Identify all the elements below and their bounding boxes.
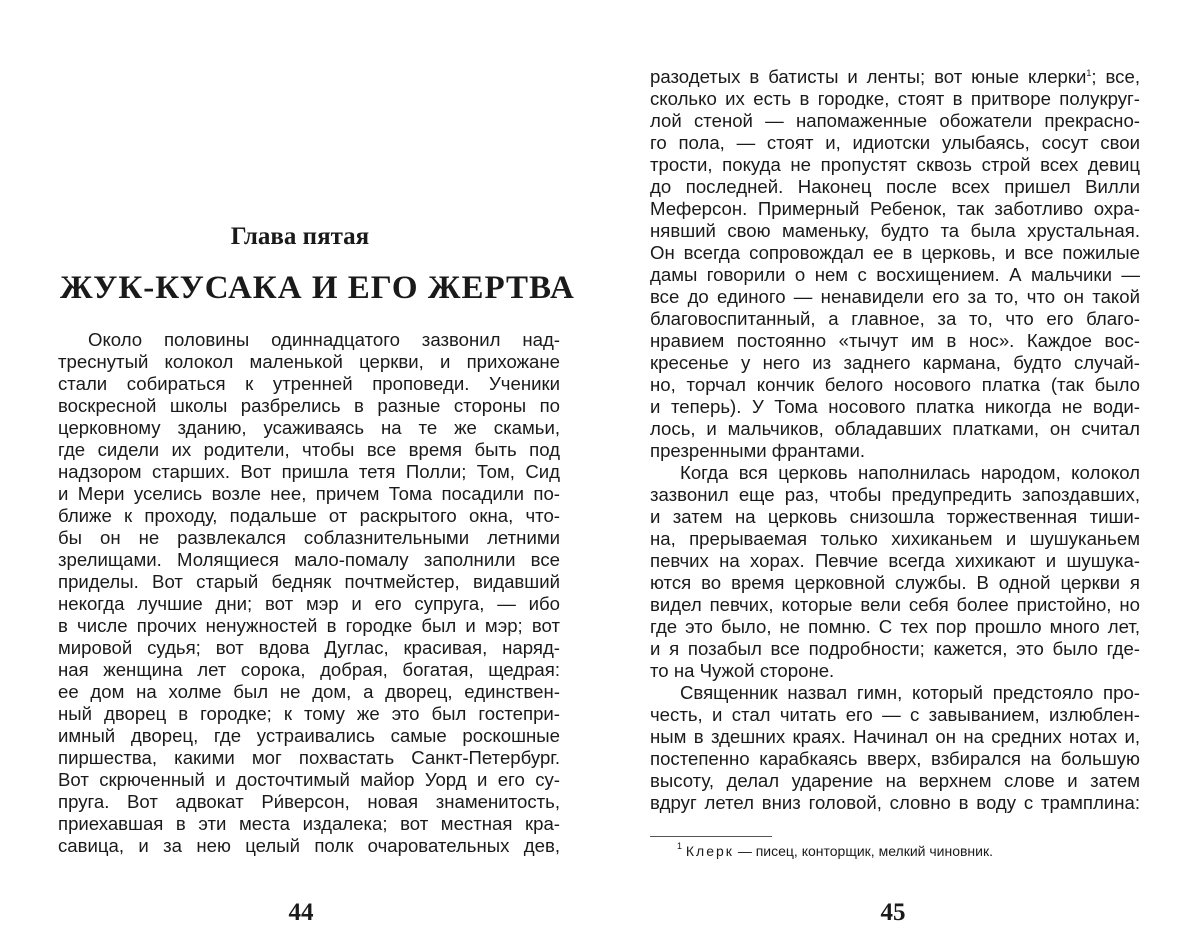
text-line: лой стеной — напомаженные обожатели прекрасно-: [650, 110, 1140, 131]
text-line: церковному зданию, усаживаясь на те же скамьи,: [58, 417, 560, 438]
text-line: трости, покуда не пропустят сквозь строй всех девиц: [650, 154, 1140, 175]
text-line: презренными франтами.: [650, 440, 866, 461]
text-line: видел певчих, которые вели себя более пристойно, но: [650, 594, 1140, 615]
text-line: певчих на хорах. Певчие всегда хихикают и шушука-: [650, 550, 1140, 571]
text-line: нявший свою маменьку, будто та была хрустальная.: [650, 220, 1140, 241]
footnote-ref[interactable]: 1: [1086, 68, 1092, 78]
text-fragment: ; все,: [1091, 66, 1140, 87]
text-line: стали собираться к утренней проповеди. Ученики: [58, 373, 560, 394]
text-line: Священник назвал гимн, который предстояло про-: [680, 682, 1140, 703]
text-line: имный дворец, где устраивались самые роскошные: [58, 725, 560, 746]
text-line: и Мери уселись возле нее, причем Тома посадили по-: [58, 483, 560, 504]
body-text: [650, 66, 1140, 814]
text-line: лось, и мальчиков, обладавших платками, он считал: [650, 418, 1140, 439]
text-line: и теперь). У Тома носового платка никогда не води-: [650, 396, 1140, 417]
text-line: нравием постоянно «тычут им в нос». Каждое вос-: [650, 330, 1140, 351]
text-fragment: разодетых в батисты и ленты; вот юные клерки: [650, 66, 1087, 87]
text-line: ная женщина лет сорока, добрая, богатая, щедрая:: [58, 659, 560, 680]
text-line: го пола, — стоят и, идиотски улыбаясь, сосут свои: [650, 132, 1140, 153]
text-line: Меферсон. Примерный Ребенок, так заботливо охра-: [650, 198, 1140, 219]
right-page: [600, 0, 1200, 951]
text-line: мировой судья; вот вдова Дуглас, красивая, наряд-: [58, 637, 560, 658]
text-line: постепенно карабкаясь вверх, взбирался на большую: [650, 748, 1140, 769]
text-line: и затем на церковь снизошла торжественная тиши-: [650, 506, 1140, 527]
text-line: ным в здешних краях. Начинал он на средних нотах и,: [650, 726, 1140, 747]
text-line: кресенье у него из заднего кармана, будто случай-: [650, 352, 1140, 373]
text-line: на, прерываемая только хихиканьем и шушуканьем: [650, 528, 1140, 549]
text-line: ются во время церковной службы. В одной церкви я: [650, 572, 1140, 593]
text-line: Он всегда сопровождал ее в церковь, и все пожилые: [650, 242, 1140, 263]
text-line: приехавшая в эти места издалека; вот местная кра-: [58, 813, 560, 834]
chapter-title: ЖУК-КУСАКА И ЕГО ЖЕРТВА: [60, 270, 575, 306]
text-line: в числе прочих ненужностей в городке был и мэр; вот: [58, 615, 560, 636]
text-line: все до единого — ненавидели его за то, что он такой: [650, 286, 1140, 307]
text-line: благовоспитанный, а главное, за то, что его благо-: [650, 308, 1140, 329]
text-line: где это было, не помню. С тех пор прошло много лет,: [650, 616, 1140, 637]
text-line: но, торчал кончик белого носового платка (так было: [650, 374, 1140, 395]
text-line: ный дворец в городке; к тому же это был гостепри-: [58, 703, 560, 724]
text-line: то на Чужой стороне.: [650, 660, 835, 681]
text-line: ее дом на холме был не дом, а дворец, единствен-: [58, 681, 560, 702]
text-line: воскресной школы разбрелись в разные стороны по: [58, 395, 560, 416]
footnote: [677, 842, 993, 860]
text-line: зазвонил еще раз, чтобы предупредить запоздавших,: [650, 484, 1140, 505]
text-line: Вот скрюченный и досточтимый майор Уорд и его су-: [58, 769, 560, 790]
text-line: дамы говорили о нем с восхищением. А мальчики —: [650, 264, 1140, 285]
text-line: треснутый колокол маленькой церкви, и прихожане: [58, 351, 560, 372]
text-line: Около половины одиннадцатого зазвонил над-: [88, 329, 560, 350]
text-line: высоту, делал ударение на верхнем слове и затем: [650, 770, 1140, 791]
text-line: надзором старших. Вот пришла тетя Полли; Том, Сид: [58, 461, 560, 482]
text-line: пруга. Вот адвокат Ри́версон, новая знаменитость,: [58, 791, 560, 812]
text-line: [650, 66, 1140, 88]
text-line: некогда лучшие дни; вот мэр и его супруга, — ибо: [58, 593, 560, 614]
text-line: савица, и за нею целый полк очаровательных дев,: [58, 835, 560, 856]
text-line: ближе к проходу, подальше от раскрытого окна, что-: [58, 505, 560, 526]
text-line: пиршества, какими мог похвастать Санкт-Петербург.: [58, 747, 560, 768]
text-line: приделы. Вот старый бедняк почтмейстер, видавший: [58, 571, 560, 592]
chapter-label: Глава пятая: [230, 223, 370, 250]
page-number: 44: [288, 899, 314, 926]
text-line: сколько их есть в городке, стоят в притворе полукруг-: [650, 88, 1140, 109]
text-line: честь, и стал читать его — с завыванием, излюблен-: [650, 704, 1140, 725]
footnote-text: — писец, конторщик, мелкий чиновник.: [733, 843, 993, 859]
page-number: 45: [880, 899, 906, 926]
text-line: зрелищами. Молящиеся мало-помалу заполнили все: [58, 549, 560, 570]
text-line: где сидели их родители, чтобы все время быть под: [58, 439, 560, 460]
text-line: и я позабыл все подробности; кажется, это было где-: [650, 638, 1140, 659]
footnote-marker: 1: [677, 841, 683, 851]
text-line: вдруг летел вниз головой, словно в воду с трамплина:: [650, 792, 1140, 813]
body-text: [58, 329, 560, 857]
footnote-term: Клерк: [685, 843, 734, 859]
footnote-divider: [650, 836, 772, 837]
text-line: до последней. Наконец после всех пришел Вилли: [650, 176, 1140, 197]
text-line: Когда вся церковь наполнилась народом, колокол: [680, 462, 1140, 483]
text-line: бы он не развлекался соблазнительными летними: [58, 527, 560, 548]
